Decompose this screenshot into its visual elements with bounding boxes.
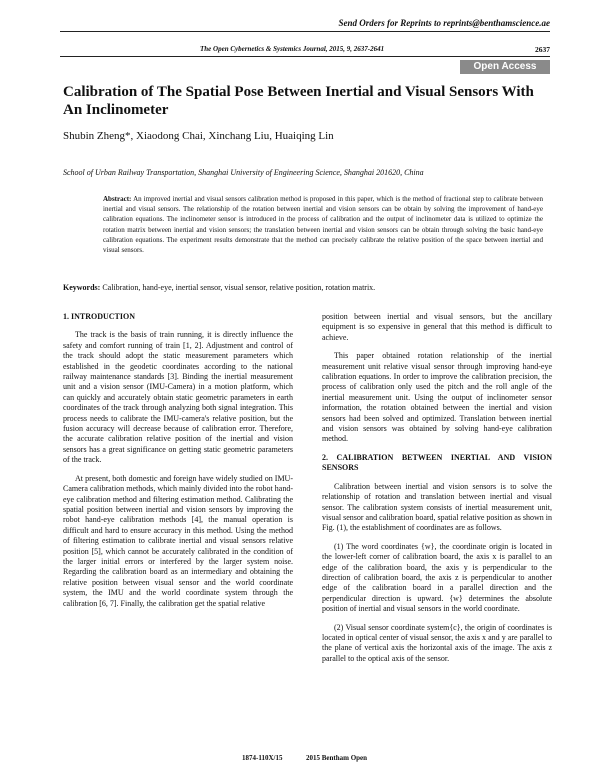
issn: 1874-110X/15 xyxy=(242,754,283,762)
article-title: Calibration of The Spatial Pose Between Inertial and Visual Sensors With An Inclinometer xyxy=(63,84,534,118)
abstract-text: An improved inertial and visual sensors calibration method is proposed in this paper, which is the method of fractional step to calibrate between inertial and visual sensors. The relationship of the rotation between inertial and vision sensors can be obtain by solving the improvement of hand-eye calibration equations. The inclinometer sensor is introduced in the process of calibration and the output of inclinometer data is utilized to optimize the rotation matrix between inertial and vision sensors; the translation between inertial and vision sensors can be obtain through solving the basic hand-eye calibration equations. The experiment results demonstrate that the method can precisely calibrate the relative position of the space between inertial and visual sensors. xyxy=(103,195,543,255)
keywords-text: Calibration, hand-eye, inertial sensor, visual sensor, relative position, rotation matrix. xyxy=(102,283,376,292)
header-rule-top xyxy=(60,31,550,32)
abstract xyxy=(103,194,543,255)
section-heading-introduction: 1. INTRODUCTION xyxy=(63,312,136,321)
section-heading-calibration: 2. CALIBRATION BETWEEN INERTIAL AND VISION SENSORS xyxy=(322,452,552,473)
right-column xyxy=(322,312,552,672)
keywords-label: Keywords: xyxy=(63,283,101,292)
affiliation: School of Urban Railway Transportation, Shanghai University of Engineering Science, Shanghai 201620, China xyxy=(63,168,424,177)
journal-citation: The Open Cybernetics & Systemics Journal, 2015, 9, 2637-2641 xyxy=(200,45,385,53)
keywords xyxy=(63,283,553,292)
paragraph: At present, both domestic and foreign have widely studied on IMU-Camera calibration methods, which mainly divided into the robot hand-eye calibration method and filtering estimation method. Calibrating the spatial position between inertial and vision sensors by improving the robot hand-eye calibration methods [4], the manual operation is difficult and hard to ensure accuracy in this method. Using the method of filtering estimation to calibrate inertial and visual sensors relative position [5], which cannot be accurately calibrated in the condition of the larger initial errors or interfered by the larger system noise. Regarding the calibration board as an intermediary and obtaining the relative position between visual sensor and the world coordinate system, the IMU and the world coordinate system through the calibration [6, 7]. Finally, the calibration get the spatial relative xyxy=(63,473,293,608)
paragraph: position between inertial and visual sensors, but the ancillary equipment is so expensive in general that this method is difficult to achieve. xyxy=(322,312,552,342)
author-list: Shubin Zheng*, Xiaodong Chai, Xinchang Liu, Huaiqing Lin xyxy=(63,130,334,142)
reprints-notice: Send Orders for Reprints to reprints@benthamscience.ae xyxy=(338,18,550,28)
page-number: 2637 xyxy=(535,45,550,54)
left-column xyxy=(63,312,293,617)
paragraph: The track is the basis of train running, it is directly influence the safety and comfort running of train [1, 2]. Adjustment and control of the track should adopt the static measurement parameters which established in the geodetic coordinates according to the national railway maintenance standards [3]. Binding the inertial measurement unit and a vision sensor (IMU-Camera) in a motion platform, which can quickly and accurately obtain static geometric parameters in earth coordinates of the track through analyzing both signal integration. This process needs to calibrate the IMU-camera's relative position, but the fusion accuracy will decrease because of calibration error. Therefore, the accurate calibration relative position of the inertial and vision sensors has a great significance on getting static geometric parameters of the track. xyxy=(63,330,293,465)
paragraph: (2) Visual sensor coordinate system{c}, the origin of coordinates is located in optical center of visual sensor, the axis x and y are parallel to the plane of vertical axis the horizontal axis of the image. The axis z parallel to the optical axis of the sensor. xyxy=(322,622,552,663)
header-rule-bottom xyxy=(60,56,550,57)
paragraph: (1) The word coordinates {w}, the coordinate origin is located in the lower-left corner of calibration board, the axis x is parallel to an edge of the calibration board, the axis y is perpendicular to the direction of calibration board, the axis z is perpendicular to another edge of the calibration board in a parallel direction and the perpendicular direction is upward. {w} determines the absolute position of inertial and visual sensors in the world coordinate. xyxy=(322,541,552,614)
abstract-label: Abstract: xyxy=(103,195,132,203)
open-access-badge: Open Access xyxy=(460,60,550,74)
paragraph: This paper obtained rotation relationship of the inertial measurement unit relative visual sensor through improving hand-eye calibration equations. In order to improve the calibration precision, the process of calibration only used the pitch and the roll angle of the inertial measurement unit. Using the output of inclinometer sensor information, the rotation obtained between the inertial and vision sensors had been solved and optimized. Translation between inertial and vision sensors was obtained by solving hand-eye calibration method. xyxy=(322,351,552,444)
publisher-footer: 2015 Bentham Open xyxy=(306,754,368,762)
paragraph: Calibration between inertial and vision sensors is to solve the relationship of rotation and translation between inertial and visual sensor. The calibration system consists of inertial measurement unit, visual sensor and calibration board, spatial relative position as shown in Fig. (1), the establishment of coordinates are as follows. xyxy=(322,481,552,533)
